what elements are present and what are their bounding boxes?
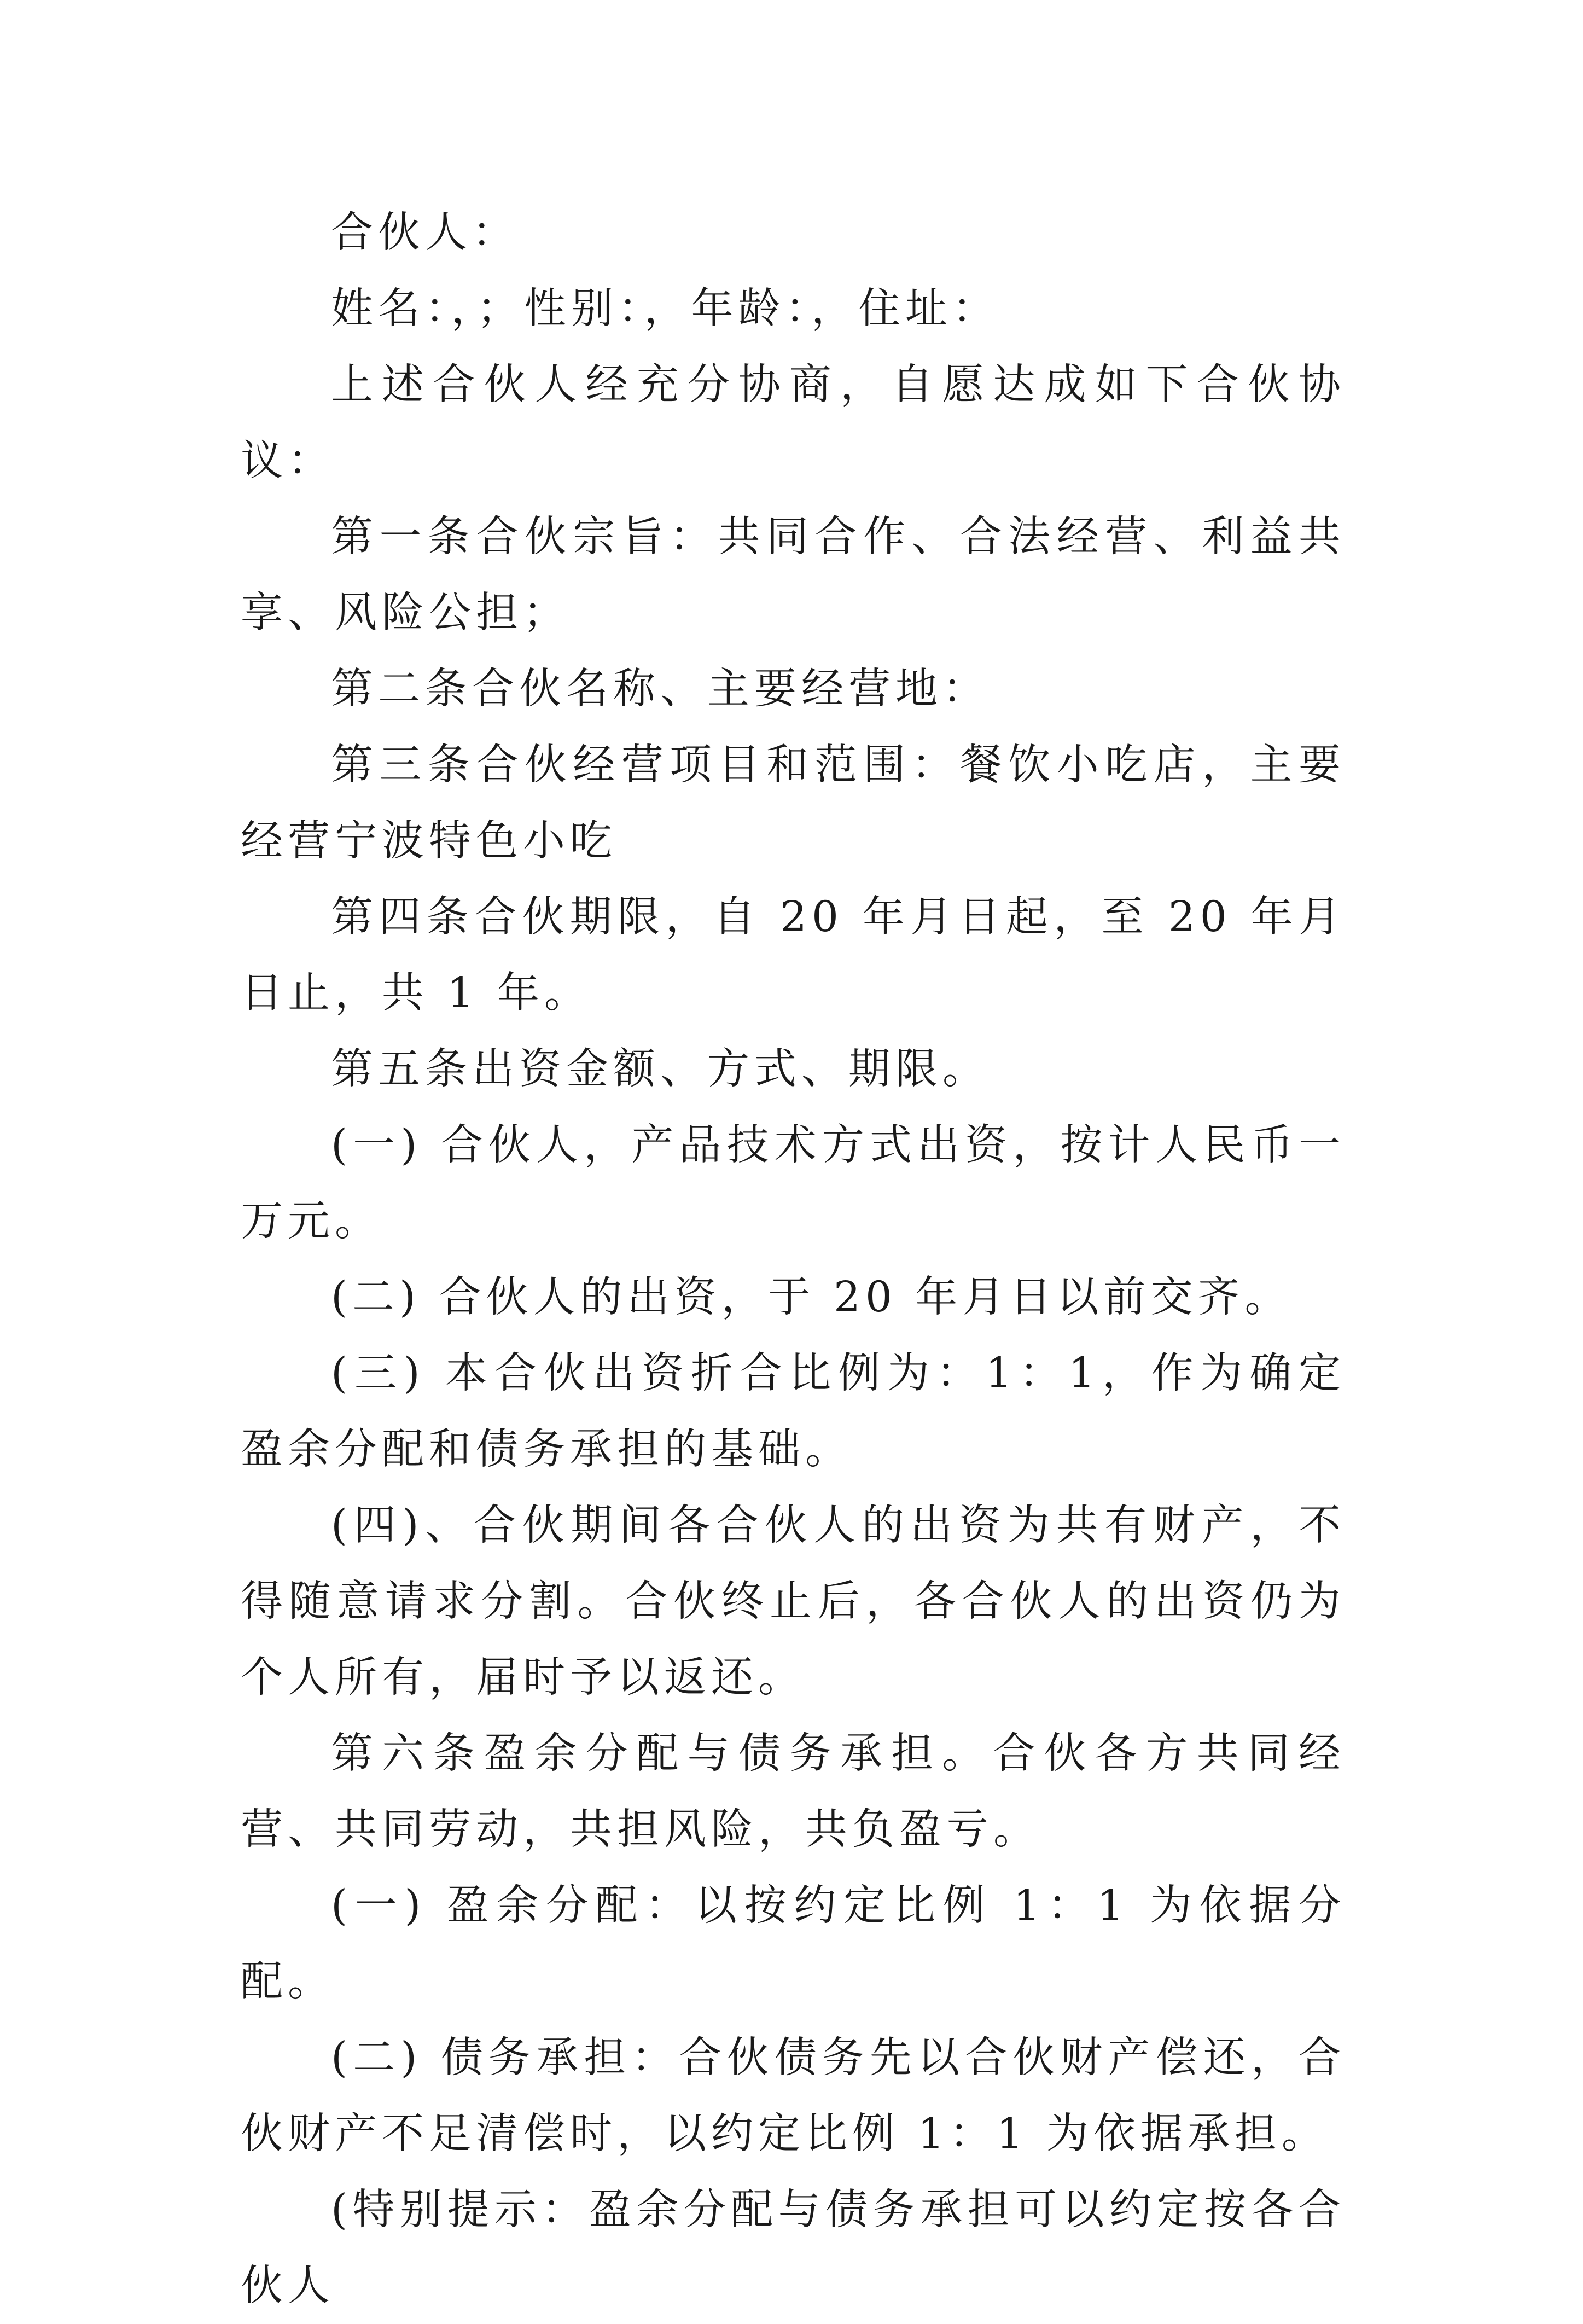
agreement-intro: 上述合伙人经充分协商，自愿达成如下合伙协议： xyxy=(241,361,1346,485)
article-4-term: 第四条合伙期限，自 20 年月日起，至 20 年月日止，共 1 年。 xyxy=(241,893,1346,1018)
article-5-item-3: (三) 本合伙出资折合比例为：1：1，作为确定盈余分配和债务承担的基础。 xyxy=(241,1349,1346,1474)
article-5-item-2: (二) 合伙人的出资，于 20 年月日以前交齐。 xyxy=(331,1273,1292,1322)
special-note: (特别提示：盈余分配与债务承担可以约定按各合伙人 xyxy=(241,2186,1346,2310)
partner-info-line: 姓名：，；性别：，年龄：，住址： xyxy=(331,284,999,333)
document-body xyxy=(241,195,1346,2324)
article-5-item-1: (一) 合伙人，产品技术方式出资，按计人民币一万元。 xyxy=(241,1121,1346,1246)
article-5-item-4: (四)、合伙期间各合伙人的出资为共有财产，不得随意请求分割。合伙终止后，各合伙人的出资仍为个人所有，届时予以返还。 xyxy=(241,1501,1346,1702)
article-6-profit-debt: 第六条盈余分配与债务承担。合伙各方共同经营、共同劳动，共担风险，共负盈亏。 xyxy=(241,1729,1346,1854)
article-1-purpose: 第一条合伙宗旨：共同合作、合法经营、利益共享、风险公担； xyxy=(241,513,1346,637)
article-5-capital: 第五条出资金额、方式、期限。 xyxy=(331,1045,990,1094)
article-2-name-location: 第二条合伙名称、主要经营地： xyxy=(331,665,990,713)
article-6-item-2: (二) 债务承担：合伙债务先以合伙财产偿还，合伙财产不足清偿时，以约定比例 1：1 为依据承担。 xyxy=(241,2034,1346,2158)
article-6-item-1: (一) 盈余分配：以按约定比例 1：1 为依据分配。 xyxy=(241,1881,1346,2006)
article-3-business-scope: 第三条合伙经营项目和范围：餐饮小吃店，主要经营宁波特色小吃 xyxy=(241,741,1346,865)
partner-heading: 合伙人： xyxy=(331,208,519,257)
